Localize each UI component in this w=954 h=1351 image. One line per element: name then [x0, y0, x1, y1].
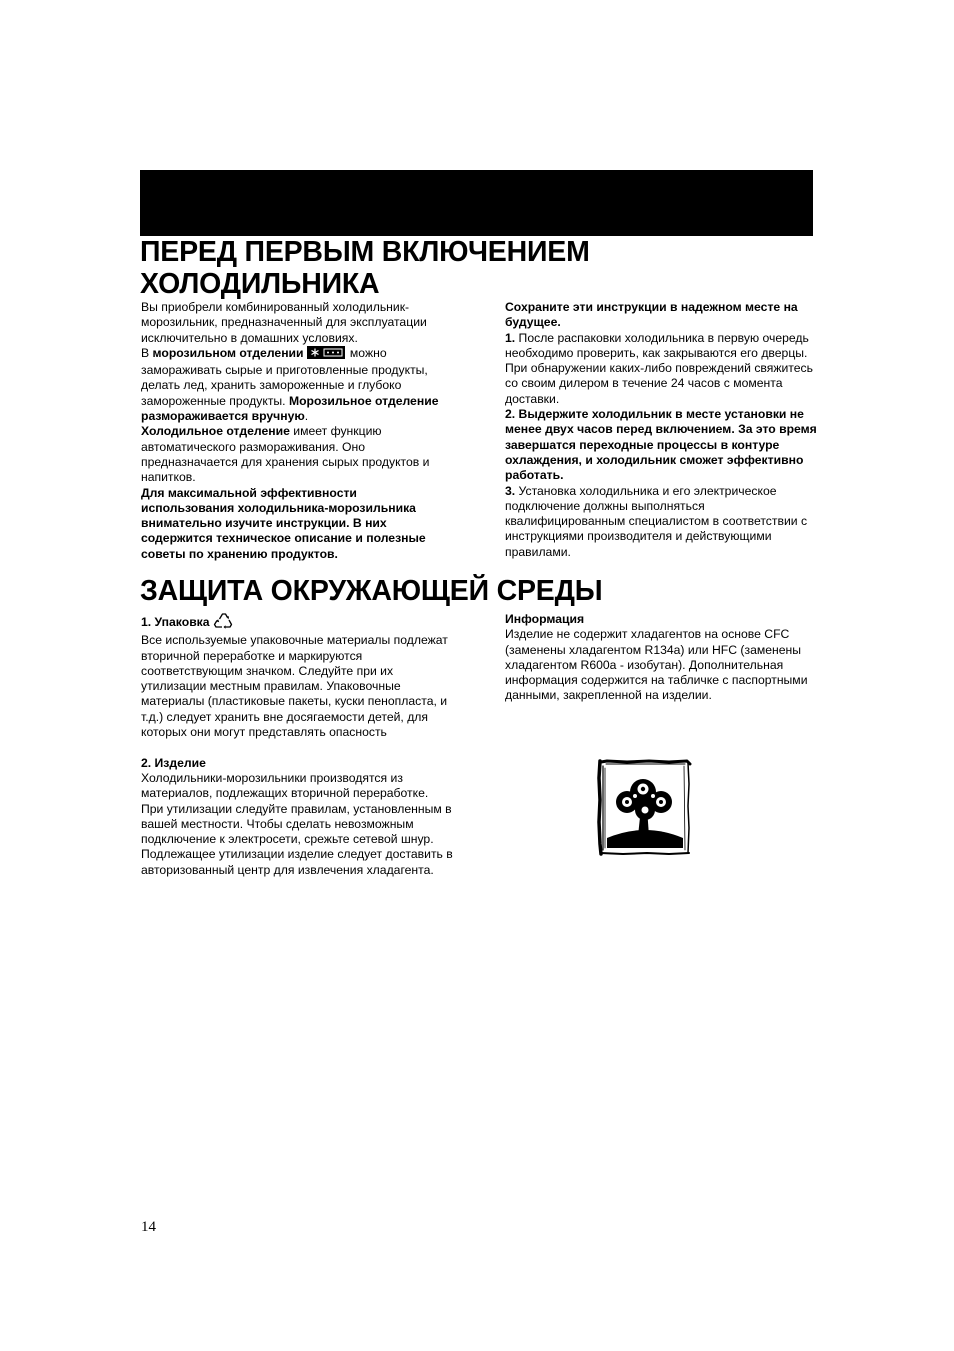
information-title: Информация	[505, 612, 585, 626]
save-instructions-paragraph	[505, 300, 817, 331]
packaging-text: Все используемые упаковочные материалы подлежат вторичной переработке и маркируются соответствующим значком. Следуйте при их утилизации местным правилам. Упаковочные материалы (пластиковые пакеты, куски пенопласта, и т.д.) следует хранить вне досягаемости детей, для которых они могут представлять опасность	[141, 633, 448, 740]
step3-number: 3.	[505, 483, 516, 498]
step3-paragraph	[505, 484, 817, 560]
intro-text: Вы приобрели комбинированный холодильник-морозильник, предназначенный для эксплуатации исключительно в домашних условиях.	[141, 300, 427, 345]
recycle-icon	[213, 612, 233, 633]
freezer-text: можно замораживать сырые и приготовленные продукты, делать лед, хранить замороженные и глубоко замороженные продукты.	[141, 345, 428, 408]
spacer	[141, 740, 453, 755]
section1-title-line2: ХОЛОДИЛЬНИКА	[140, 268, 380, 300]
information-text: Изделие не содержит хладагентов на основе CFC (заменены хладагентом R134a) или HFC (заменены хладагентом R600a - изобутан). Дополнительная информация содержится на табличке с паспортными данными, закрепленной на изделии.	[505, 627, 808, 703]
freezer-defrost-label: Морозильное отделение размораживается вручную	[141, 393, 439, 424]
step3-text: Установка холодильника и его электрическое подключение должны выполняться квалифицированным специалистом в соответствии с инструкциями производителя и действующими правилами.	[505, 483, 808, 559]
section1-right-column	[505, 300, 817, 560]
step1-paragraph	[505, 331, 817, 407]
information-paragraph	[505, 627, 817, 703]
section1-left-column	[141, 300, 453, 562]
section2-title: ЗАЩИТА ОКРУЖАЮЩЕЙ СРЕДЫ	[140, 575, 603, 607]
step2-paragraph	[505, 407, 817, 483]
fridge-text: имеет функцию автоматического размораживания. Оно предназначается для хранения сырых продуктов и напитков.	[141, 424, 430, 485]
product-title: 2. Изделие	[141, 755, 206, 770]
packaging-heading	[141, 612, 453, 633]
efficiency-text: Для максимальной эффективности использования холодильника-морозильника внимательно изучите инструкции. В них содержится техническое описание и полезные советы по хранению продуктов.	[141, 485, 426, 561]
header-banner	[140, 170, 813, 236]
step2-text: 2. Выдержите холодильник в месте установки не менее двух часов перед включением. За это время завершатся переходные процессы в контуре охлаждения, и холодильник сможет эффективно работать.	[505, 407, 817, 483]
intro-paragraph	[141, 300, 453, 346]
step1-text: После распаковки холодильника в первую очередь необходимо проверить, как закрываются его дверцы. При обнаружении каких-либо повреждений свяжитесь со своим дилером в течение 24 часов с момента доставки.	[505, 330, 813, 406]
page-number: 14	[141, 1219, 156, 1235]
section2-left-column	[141, 612, 453, 878]
efficiency-paragraph	[141, 486, 453, 562]
packaging-title: 1. Упаковка	[141, 615, 210, 629]
section1-title-line1: ПЕРЕД ПЕРВЫМ ВКЛЮЧЕНИЕМ	[140, 236, 590, 268]
information-heading	[505, 612, 817, 627]
fridge-compartment-label: Холодильное отделение	[141, 424, 290, 439]
freezer-prefix: В	[141, 345, 153, 360]
product-paragraph	[141, 771, 453, 878]
packaging-paragraph	[141, 633, 453, 740]
fridge-paragraph	[141, 424, 453, 485]
freezer-compartment-label: морозильном отделении	[152, 345, 304, 360]
freezer-defrost-end: .	[304, 409, 309, 424]
freezer-paragraph	[141, 346, 453, 424]
save-instructions-text: Сохраните эти инструкции в надежном месте на будущее.	[505, 300, 798, 330]
product-heading	[141, 756, 453, 771]
section2-right-column	[505, 612, 817, 704]
product-text: Холодильники-морозильники производятся из материалов, подлежащих вторичной переработке. При утилизации следуйте правилам, установленным в вашей местности. Чтобы сделать невозможным подключение к электросети, срежьте сетевой шнур. Подлежащее утилизации изделие следует доставить в авторизованный центр для извлечения хладагента.	[141, 770, 453, 877]
eco-tree-logo-icon	[597, 758, 693, 863]
freezer-compartment-icon	[307, 346, 345, 363]
step1-number: 1.	[505, 330, 516, 345]
